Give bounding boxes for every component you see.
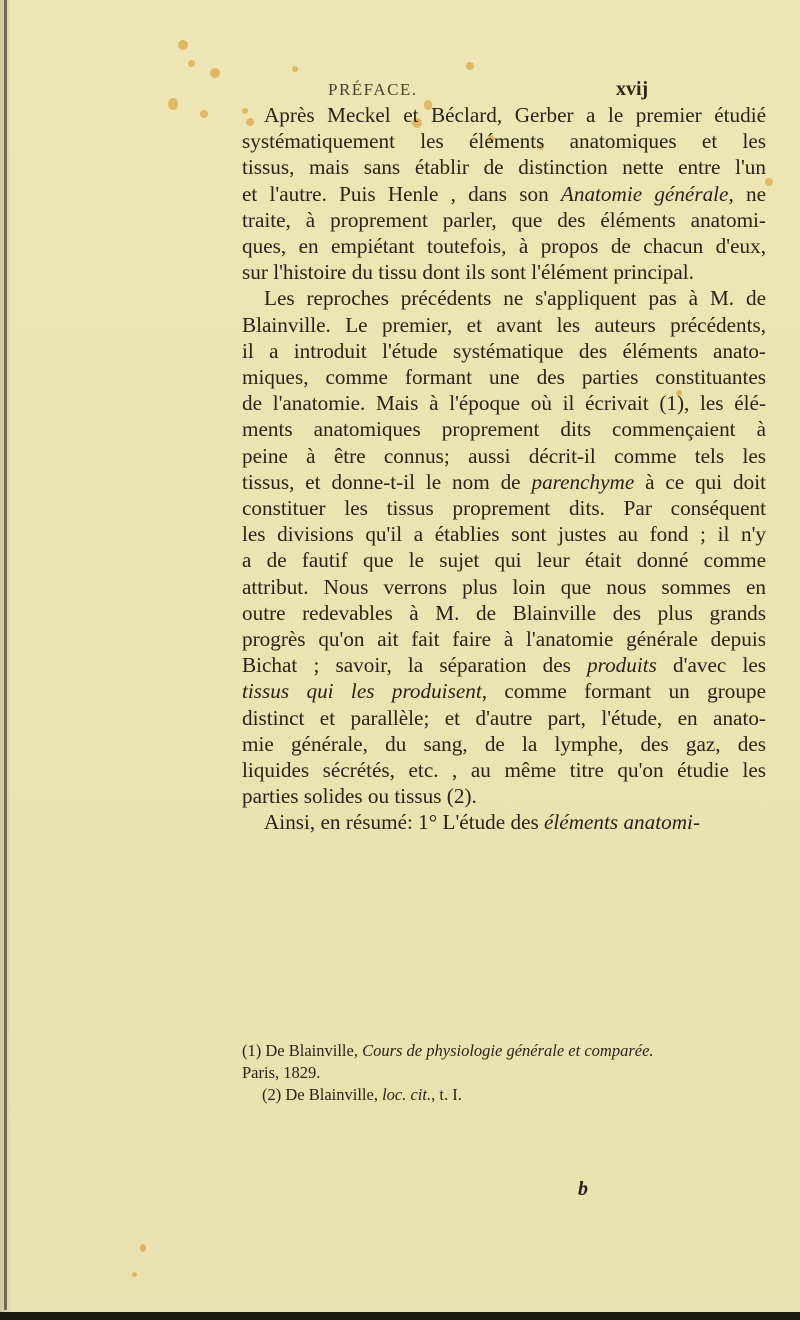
footnote-title: Cours de physiologie générale et comparée.: [362, 1041, 654, 1060]
text-line: progrès qu'on ait fait faire à l'anatomie générale depuis: [242, 627, 766, 652]
scan-bottom-border: [0, 1312, 800, 1320]
text-line: peine à être connus; aussi décrit-il comme tels les: [242, 443, 766, 468]
text-line: outre redevables à M. de Blainville des plus grands: [242, 600, 766, 625]
text-line: ments anatomiques proprement dits commençaient à: [242, 417, 766, 442]
text-line: parties solides ou tissus (2).: [242, 784, 477, 809]
signature-mark: b: [578, 1178, 588, 1200]
text-line: et l'autre. Puis Henle , dans son Anatomie générale, ne: [242, 181, 766, 206]
text-line: de l'anatomie. Mais à l'époque où il écrivait (1), les élé-: [242, 391, 766, 416]
text-line: Ainsi, en résumé: 1° L'étude des éléments anatomi-: [264, 810, 700, 835]
footnote-2: [242, 1084, 782, 1106]
body-text: [242, 102, 766, 836]
footnote-1-continuation: Paris, 1829.: [242, 1063, 321, 1082]
text-line: Blainville. Le premier, et avant les auteurs précédents,: [242, 312, 766, 337]
text-line: distinct et parallèle; et d'autre part, l'étude, en anato-: [242, 705, 766, 730]
text-line: constituer les tissus proprement dits. Par conséquent: [242, 496, 766, 521]
footnote-1: [242, 1040, 782, 1062]
text-line: attribut. Nous verrons plus loin que nous sommes en: [242, 574, 766, 599]
text-line: systématiquement les éléments anatomiques et les: [242, 129, 766, 154]
text-line: mie générale, du sang, de la lymphe, des gaz, des: [242, 731, 766, 756]
italic-phrase: produits: [587, 653, 657, 678]
paragraph: [242, 809, 766, 835]
running-head: PRÉFACE.: [328, 80, 418, 99]
footnote-text: De Blainville,: [281, 1085, 383, 1104]
italic-phrase: parenchyme: [531, 469, 635, 494]
text-line: traite, à proprement parler, que des éléments anatomi-: [242, 207, 766, 232]
binding-shadow-line: [4, 0, 7, 1310]
text-line: tissus, mais sans établir de distinction nette entre l'un: [242, 155, 766, 180]
italic-phrase: tissus qui les produisent: [242, 679, 482, 704]
italic-phrase: éléments anatomi-: [544, 810, 700, 835]
footnote-marker: (1): [242, 1041, 262, 1060]
text-line: ques, en empiétant toutefois, à propos de chacun d'eux,: [242, 234, 766, 259]
text-line: tissus qui les produisent, comme formant un groupe: [242, 679, 766, 704]
text-line: Après Meckel et Béclard, Gerber a le premier étudié: [264, 103, 766, 127]
paragraph: [242, 285, 766, 809]
footnote-text: De Blainville,: [261, 1041, 363, 1060]
footnote-marker: (2): [262, 1085, 282, 1104]
page-number: xvij: [616, 78, 649, 100]
text-line: il a introduit l'étude systématique des éléments anato-: [242, 338, 766, 363]
italic-phrase: Anatomie générale: [560, 181, 729, 206]
text-line: tissus, et donne-t-il le nom de parenchyme à ce qui doit: [242, 469, 766, 494]
text-line: sur l'histoire du tissu dont ils sont l'élément principal.: [242, 260, 694, 285]
text-line: Les reproches précédents ne s'appliquent pas à M. de: [264, 286, 766, 311]
footnote-text: , t. I.: [431, 1085, 462, 1104]
text-line: liquides sécrétés, etc. , au même titre qu'on étudie les: [242, 758, 766, 783]
text-line: Bichat ; savoir, la séparation des produits d'avec les: [242, 653, 766, 678]
footnotes: [242, 1040, 782, 1106]
text-line: miques, comme formant une des parties constituantes: [242, 365, 766, 390]
paragraph: [242, 102, 766, 285]
text-line: a de fautif que le sujet qui leur était donné comme: [242, 548, 766, 573]
footnote-title: loc. cit.: [382, 1085, 432, 1104]
text-line: les divisions qu'il a établies sont justes au fond ; il n'y: [242, 522, 766, 547]
